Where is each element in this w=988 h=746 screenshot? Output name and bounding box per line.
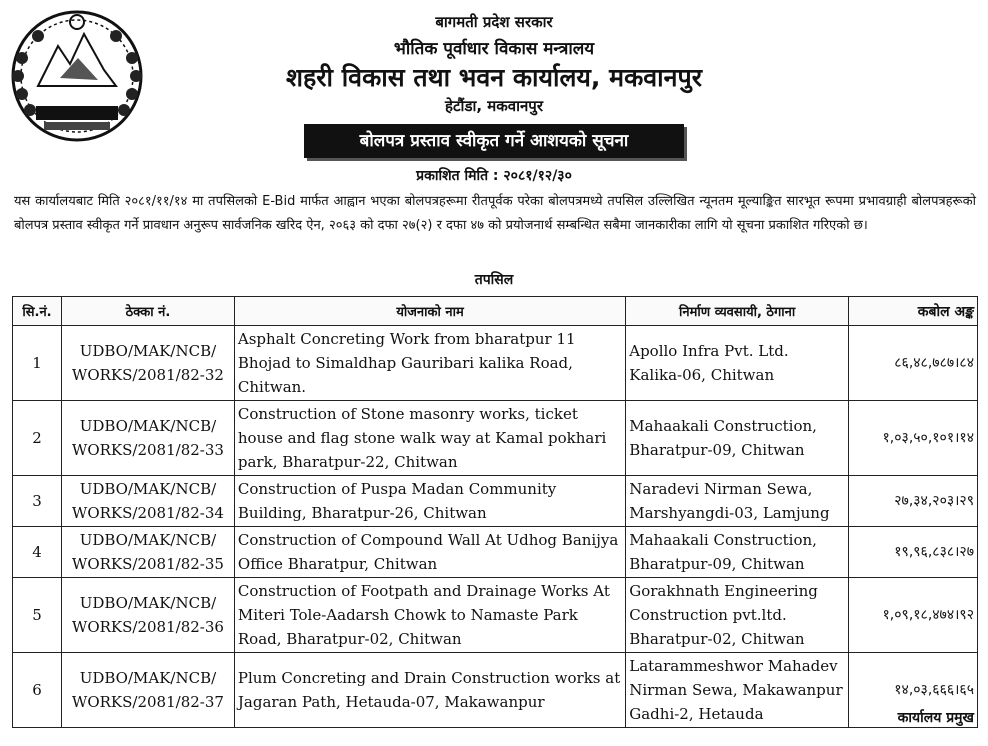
cell-project-name: Construction of Stone masonry works, ticket house and flag stone walk way at Kamal pokhari park, Bharatpur-22, Chitwan <box>234 401 625 476</box>
cell-project-name: Construction of Footpath and Drainage Works At Miteri Tole-Aadarsh Chowk to Namaste Park Road, Bharatpur-02, Chitwan <box>234 578 625 653</box>
contract-no-part2: WORKS/2081/82-32 <box>71 366 224 384</box>
table-row <box>13 326 978 401</box>
published-date: प्रकाशित मिति : २०८१/१२/३० <box>416 168 572 184</box>
contract-no-part1: UDBO/MAK/NCB/ <box>79 342 217 360</box>
ministry-name: भौतिक पूर्वाधार विकास मन्त्रालय <box>393 39 595 59</box>
cell-contractor: Gorakhnath Engineering Construction pvt.ltd. Bharatpur-02, Chitwan <box>626 578 849 653</box>
cell-contractor: Mahaakali Construction, Bharatpur-09, Chitwan <box>626 401 849 476</box>
cell-contractor: Mahaakali Construction, Bharatpur-09, Chitwan <box>626 527 849 578</box>
col-project-name: योजनाको नाम <box>234 297 625 326</box>
contract-no-part1: UDBO/MAK/NCB/ <box>79 531 217 549</box>
cell-contractor: Latarammeshwor Mahadev Nirman Sewa, Makawanpur Gadhi-2, Hetauda <box>626 653 849 728</box>
cell-project-name: Construction of Puspa Madan Community Building, Bharatpur-26, Chitwan <box>234 476 625 527</box>
cell-sn: 6 <box>13 653 62 728</box>
cell-project-name: Plum Concreting and Drain Construction works at Jagaran Path, Hetauda-07, Makawanpur <box>234 653 625 728</box>
table-row <box>13 401 978 476</box>
cell-contract-no <box>61 527 234 578</box>
contract-no-part1: UDBO/MAK/NCB/ <box>79 480 217 498</box>
col-amount: कबोल अङ्क <box>849 297 978 326</box>
cell-project-name: Asphalt Concreting Work from bharatpur 11 Bhojad to Simaldhap Gauribari kalika Road, Chitwan. <box>234 326 625 401</box>
cell-amount: १,०३,५०,१०१।१४ <box>849 401 978 476</box>
cell-sn: 3 <box>13 476 62 527</box>
cell-contract-no <box>61 578 234 653</box>
office-address: हेटौंडा, मकवानपुर <box>445 97 543 115</box>
cell-amount: ८६,४८,७८७।८४ <box>849 326 978 401</box>
cell-amount: १४,०३,६६६।६५ <box>849 653 978 728</box>
cell-contract-no <box>61 326 234 401</box>
cell-sn: 1 <box>13 326 62 401</box>
cell-contract-no <box>61 401 234 476</box>
cell-contract-no <box>61 476 234 527</box>
cell-contractor: Apollo Infra Pvt. Ltd. Kalika-06, Chitwan <box>626 326 849 401</box>
details-heading: तपसिल <box>474 272 514 288</box>
cell-project-name: Construction of Compound Wall At Udhog Banijya Office Bharatpur, Chitwan <box>234 527 625 578</box>
cell-contract-no <box>61 653 234 728</box>
contract-no-part2: WORKS/2081/82-37 <box>71 693 224 711</box>
cell-amount: २७,३४,२०३।२९ <box>849 476 978 527</box>
table-header-row <box>13 297 978 326</box>
contract-no-part2: WORKS/2081/82-34 <box>71 504 224 522</box>
notice-body: यस कार्यालयबाट मिति २०८१/११/१४ मा तपसिलको E-Bid मार्फत आह्वान भएका बोलपत्रहरूमा रीतपूर्वक परेका बोलपत्रमध्ये तपसिल उल्लिखित न्यूनतम मूल्याङ्कित सारभूत रूपमा प्रभावग्राही बोलपत्रहरूको बोलपत्र प्रस्ताव स्वीकृत गर्ने प्रावधान अनुरूप सार्वजनिक खरिद ऐन, २०६३ को दफा २७(२) र दफा ४७ को प्रयोजनार्थ सम्बन्धित सबैमा जानकारीका लागि यो सूचना प्रकाशित गरिएको छ। <box>14 194 976 233</box>
col-contract-no: ठेक्का नं. <box>61 297 234 326</box>
contract-no-part1: UDBO/MAK/NCB/ <box>79 417 217 435</box>
table-row <box>13 653 978 728</box>
cell-contractor: Naradevi Nirman Sewa, Marshyangdi-03, Lamjung <box>626 476 849 527</box>
cell-sn: 5 <box>13 578 62 653</box>
contract-no-part2: WORKS/2081/82-35 <box>71 555 224 573</box>
col-contractor: निर्माण व्यवसायी, ठेगाना <box>626 297 849 326</box>
contracts-table <box>12 296 978 728</box>
cell-sn: 2 <box>13 401 62 476</box>
contract-no-part2: WORKS/2081/82-36 <box>71 618 224 636</box>
contract-no-part1: UDBO/MAK/NCB/ <box>79 594 217 612</box>
cell-sn: 4 <box>13 527 62 578</box>
office-name: शहरी विकास तथा भवन कार्यालय, मकवानपुर <box>286 63 702 92</box>
contract-no-part1: UDBO/MAK/NCB/ <box>79 669 217 687</box>
contract-no-part2: WORKS/2081/82-33 <box>71 441 224 459</box>
province-government: बागमती प्रदेश सरकार <box>435 13 553 31</box>
table-row <box>13 578 978 653</box>
cell-amount: १,०९,१८,४७४।९२ <box>849 578 978 653</box>
table-row <box>13 476 978 527</box>
cell-amount: १९,९६,८३८।२७ <box>849 527 978 578</box>
notice-title: बोलपत्र प्रस्ताव स्वीकृत गर्ने आशयको सूचना <box>304 124 684 158</box>
table-row <box>13 527 978 578</box>
col-sn: सि.नं. <box>13 297 62 326</box>
signature-office-head: कार्यालय प्रमुख <box>897 710 974 726</box>
